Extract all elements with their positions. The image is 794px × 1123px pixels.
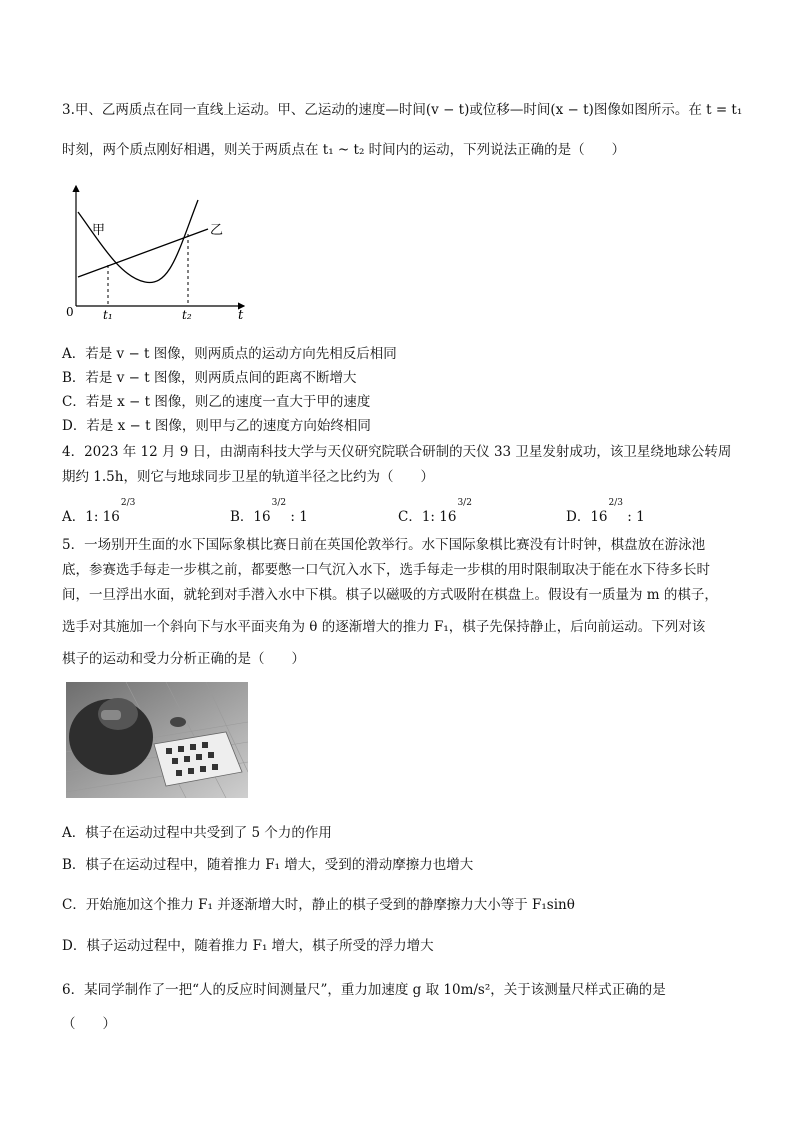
q4-stem-line1: 4．2023 年 12 月 9 日，由湖南科技大学与天仪研究院联合研制的天仪 33 卫星发射成功，该卫星绕地球公转周 [62,444,732,460]
q6-stem-line2: （ ） [62,1016,116,1032]
q5-stem-line4: 选手对其施加一个斜向下与水平面夹角为 θ 的逐渐增大的推力 F₁，棋子先保持静止，后向前运动。下列对该 [62,619,706,635]
q3-stem-line2: 时刻，两个质点刚好相遇，则关于两质点在 t₁ ~ t₂ 时间内的运动，下列说法正确的是（ ） [62,142,626,158]
q4-option-a: A．1: $16^{2/3}$ [62,498,136,525]
q3-stem-line1: 3.甲、乙两质点在同一直线上运动。甲、乙运动的速度—时间(v − t)或位移—时间(x − t)图像如图所示。在 t = t₁ [62,102,743,118]
q3-graph [60,182,250,322]
q4-option-d: D．$16^{2/3}$ : 1 [566,498,645,525]
label-t2: t₂ [182,308,192,322]
label-origin: 0 [66,305,74,319]
q4-stem-line2: 期约 1.5h，则它与地球同步卫星的轨道半径之比约为（ ） [62,469,434,485]
label-t-axis: t [238,308,244,322]
label-yi: 乙 [210,223,224,238]
q5-option-a: A．棋子在运动过程中共受到了 5 个力的作用 [62,825,332,841]
chess-photo [66,682,248,798]
q3-option-c: C．若是 x − t 图像，则乙的速度一直大于甲的速度 [62,394,371,410]
q3-option-a: A．若是 v − t 图像，则两质点的运动方向先相反后相同 [62,346,397,362]
q4-option-c: C．1: $16^{3/2}$ [398,498,472,525]
q6-stem-line1: 6．某同学制作了一把“人的反应时间测量尺”，重力加速度 g 取 10m/s²，关于该测量尺样式正确的是 [62,982,666,998]
label-jia: 甲 [92,223,106,238]
q5-stem-line1: 5．一场别开生面的水下国际象棋比赛日前在英国伦敦举行。水下国际象棋比赛没有计时钟，棋盘放在游泳池 [62,537,706,553]
q3-option-d: D．若是 x − t 图像，则甲与乙的速度方向始终相同 [62,418,371,434]
q3-option-b: B．若是 v − t 图像，则两质点间的距离不断增大 [62,370,357,386]
q4-option-b: B．$16^{3/2}$ : 1 [230,498,308,525]
q5-option-b: B．棋子在运动过程中，随着推力 F₁ 增大，受到的滑动摩擦力也增大 [62,857,474,873]
q5-stem-line2: 底，参赛选手每走一步棋之前，都要憋一口气沉入水下，选手每走一步棋的用时限制取决于能在水下待多长时 [62,562,710,578]
q5-option-d: D．棋子运动过程中，随着推力 F₁ 增大，棋子所受的浮力增大 [62,938,434,954]
q5-stem-line5: 棋子的运动和受力分析正确的是（ ） [62,651,305,667]
label-t1: t₁ [103,308,113,322]
q5-stem-line3: 间，一旦浮出水面，就轮到对手潜入水中下棋。棋子以磁吸的方式吸附在棋盘上。假设有一质量为 m 的棋子， [62,587,718,603]
q5-option-c: C．开始施加这个推力 F₁ 并逐渐增大时，静止的棋子受到的静摩擦力大小等于 F₁sinθ [62,897,575,913]
